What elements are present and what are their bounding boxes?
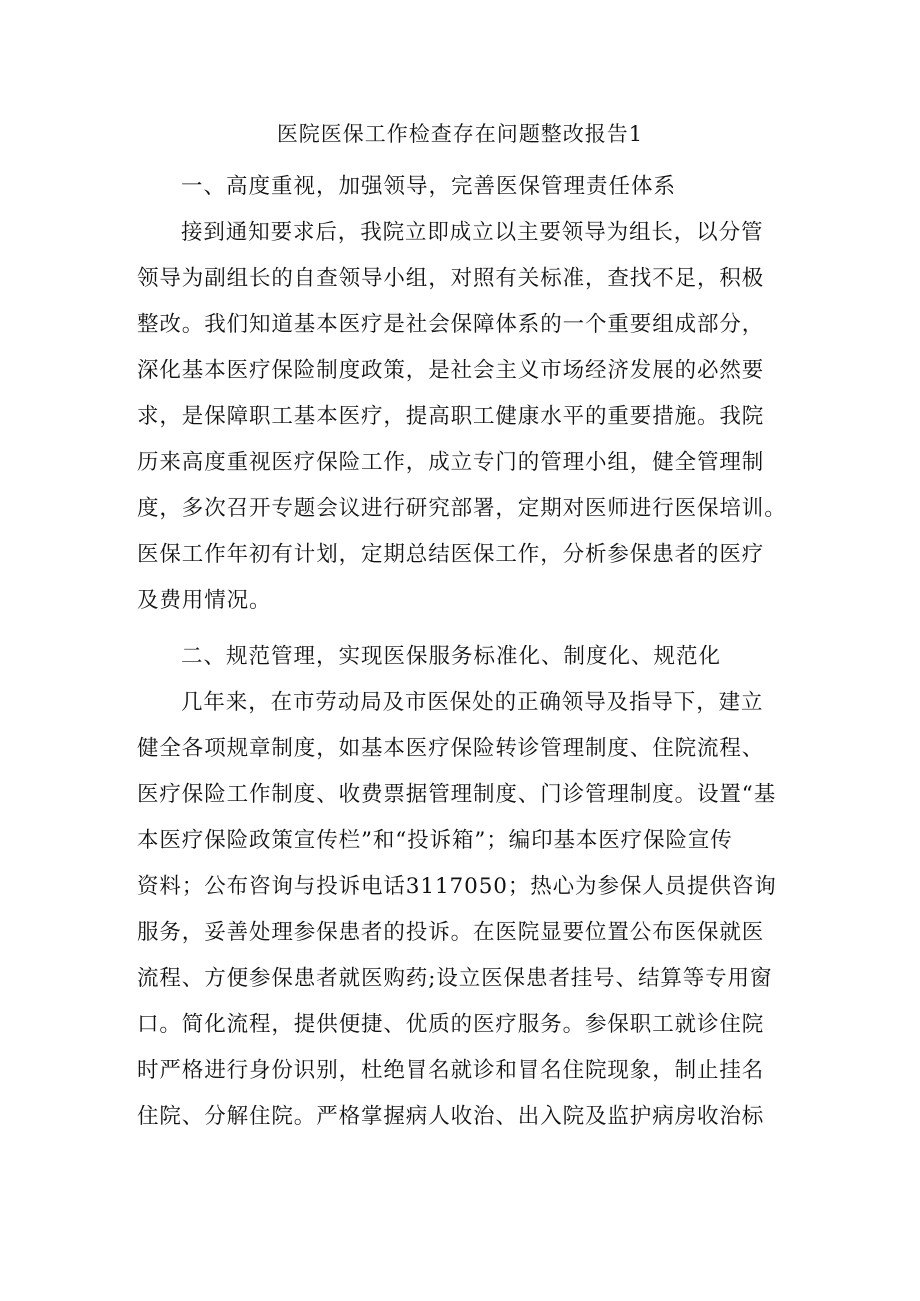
paragraph-line: 历来高度重视医疗保险工作，成立专门的管理小组，健全管理制 xyxy=(137,450,765,475)
paragraph-line: 领导为副组长的自查领导小组，对照有关标准，查找不足，积极 xyxy=(137,266,765,291)
paragraph-line: 时严格进行身份识别，杜绝冒名就诊和冒名住院现象，制止挂名 xyxy=(137,1058,765,1083)
section-2-paragraph xyxy=(137,680,797,1140)
paragraph-line: 整改。我们知道基本医疗是社会保障体系的一个重要组成部分， xyxy=(137,312,765,337)
paragraph-line: 流程、方便参保患者就医购药;设立医保患者挂号、结算等专用窗 xyxy=(137,966,773,991)
paragraph-line: 口。简化流程，提供便捷、优质的医疗服务。参保职工就诊住院 xyxy=(137,1012,765,1037)
paragraph-line: 接到通知要求后，我院立即成立以主要领导为组长，以分管 xyxy=(181,220,764,245)
paragraph-line: 健全各项规章制度，如基本医疗保险转诊管理制度、住院流程、 xyxy=(137,736,765,761)
paragraph-line: 医保工作年初有计划，定期总结医保工作，分析参保患者的医疗 xyxy=(137,542,765,567)
paragraph-line: 度，多次召开专题会议进行研究部署，定期对医师进行医保培训。 xyxy=(137,496,787,521)
section-1-heading: 一、高度重视，加强领导，完善医保管理责任体系 xyxy=(181,174,677,199)
document-body xyxy=(137,164,797,1140)
paragraph-line: 及费用情况。 xyxy=(137,588,272,613)
paragraph-line: 住院、分解住院。严格掌握病人收治、出入院及监护病房收治标 xyxy=(137,1104,765,1129)
paragraph-line: 本医疗保险政策宣传栏”和“投诉箱”；编印基本医疗保险宣传 xyxy=(137,828,733,853)
section-2-heading: 二、规范管理，实现医保服务标准化、制度化、规范化 xyxy=(181,644,722,669)
section-gap xyxy=(137,624,797,634)
paragraph-line: 深化基本医疗保险制度政策，是社会主义市场经济发展的必然要 xyxy=(137,358,765,383)
section-1-paragraph xyxy=(137,210,797,624)
paragraph-line: 几年来，在市劳动局及市医保处的正确领导及指导下，建立 xyxy=(181,690,764,715)
paragraph-line: 医疗保险工作制度、收费票据管理制度、门诊管理制度。设置“基 xyxy=(137,782,777,807)
paragraph-line: 服务，妥善处理参保患者的投诉。在医院显要位置公布医保就医 xyxy=(137,920,765,945)
paragraph-line: 资料；公布咨询与投诉电话3117050；热心为参保人员提供咨询 xyxy=(137,874,777,899)
paragraph-line: 求，是保障职工基本医疗，提高职工健康水平的重要措施。我院 xyxy=(137,404,765,429)
document-title: 医院医保工作检查存在问题整改报告1 xyxy=(276,122,644,146)
